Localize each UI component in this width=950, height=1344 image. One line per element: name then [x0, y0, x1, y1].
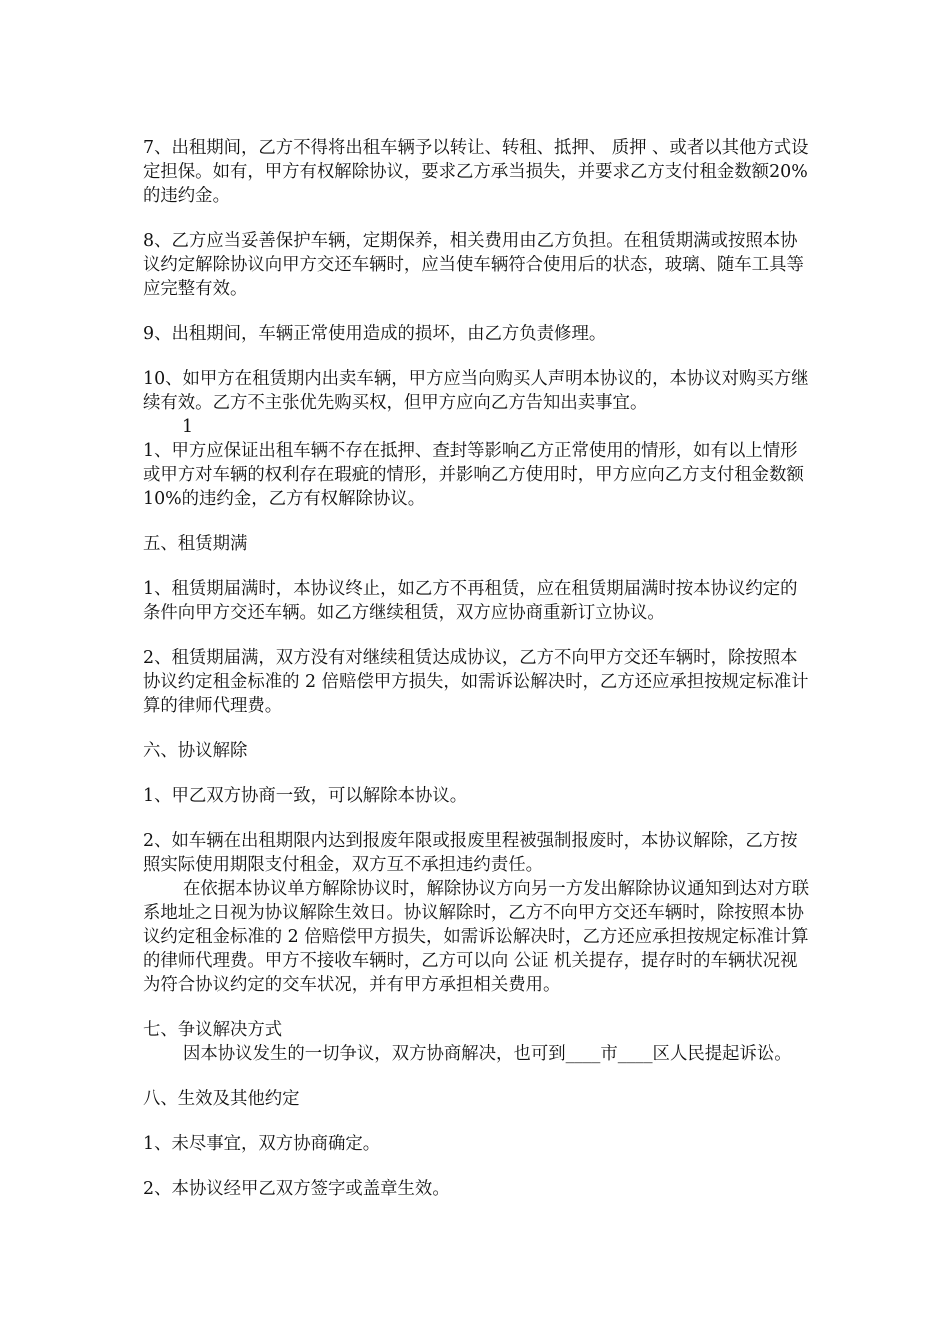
clause-6-1: 1、甲乙双方协商一致，可以解除本协议。: [143, 786, 468, 806]
section-heading-8: 八、生效及其他约定: [143, 1089, 300, 1109]
document-page: [143, 136, 811, 1222]
clause-9: 9、出租期间，车辆正常使用造成的损坏，由乙方负责修理。: [143, 324, 607, 344]
clause-8: 8、乙方应当妥善保护车辆，定期保养，相关费用由乙方负担。在租赁期满或按照本协议约定解除协议向甲方交还车辆时，应当使车辆符合使用后的状态，玻璃、随车工具等应完整有效。: [143, 231, 804, 299]
clause-5-1: 1、租赁期届满时，本协议终止，如乙方不再租赁，应在租赁期届满时按本协议约定的条件向甲方交还车辆。如乙方继续租赁，双方应协商重新订立协议。: [143, 579, 798, 623]
clause-6-2: 2、如车辆在出租期限内达到报废年限或报废里程被强制报废时，本协议解除，乙方按照实际使用期限支付租金，双方互不承担违约责任。: [143, 831, 798, 875]
page-number: 1: [182, 417, 194, 437]
clause-11: 1、甲方应保证出租车辆不存在抵押、查封等影响乙方正常使用的情形，如有以上情形或甲方对车辆的权利存在瑕疵的情形，并影响乙方使用时，甲方应向乙方支付租金数额10%的违约金，乙方有权解除协议。: [143, 441, 804, 509]
clause-5-2: 2、租赁期届满，双方没有对继续租赁达成协议，乙方不向甲方交还车辆时，除按照本协议约定租金标准的 2 倍赔偿甲方损失，如需诉讼解决时，乙方还应承担按规定标准计算的律师代理费。: [143, 648, 809, 716]
section-heading-5: 五、租赁期满: [143, 534, 248, 554]
clause-10: 10、如甲方在租赁期内出卖车辆，甲方应当向购买人声明本协议的，本协议对购买方继续有效。乙方不主张优先购买权，但甲方应向乙方告知出卖事宜。: [143, 369, 809, 413]
clause-7-1: 因本协议发生的一切争议，双方协商解决，也可到____市____区人民提起诉讼。: [183, 1044, 792, 1064]
clause-7: 7、出租期间，乙方不得将出租车辆予以转让、转租、抵押、 质押 、或者以其他方式设定担保。如有，甲方有权解除协议，要求乙方承当损失，并要求乙方支付租金数额20%的违约金。: [143, 138, 809, 206]
clause-8-1: 1、未尽事宜，双方协商确定。: [143, 1134, 381, 1154]
clause-8-2: 2、本协议经甲乙双方签字或盖章生效。: [143, 1179, 450, 1199]
clause-6-3: 在依据本协议单方解除协议时，解除协议方向另一方发出解除协议通知到达对方联系地址之日视为协议解除生效日。协议解除时，乙方不向甲方交还车辆时，除按照本协议约定租金标准的 2 倍赔偿甲方损失，如需诉讼解决时，乙方还应承担按规定标准计算的律师代理费。甲方不接收车辆时，乙方可以向 公证 机关提存，提存时的车辆状况视为符合协议约定的交车状况，并有甲方承担相关费用。: [143, 879, 810, 995]
section-heading-6: 六、协议解除: [143, 741, 248, 761]
section-heading-7: 七、争议解决方式: [143, 1020, 283, 1040]
